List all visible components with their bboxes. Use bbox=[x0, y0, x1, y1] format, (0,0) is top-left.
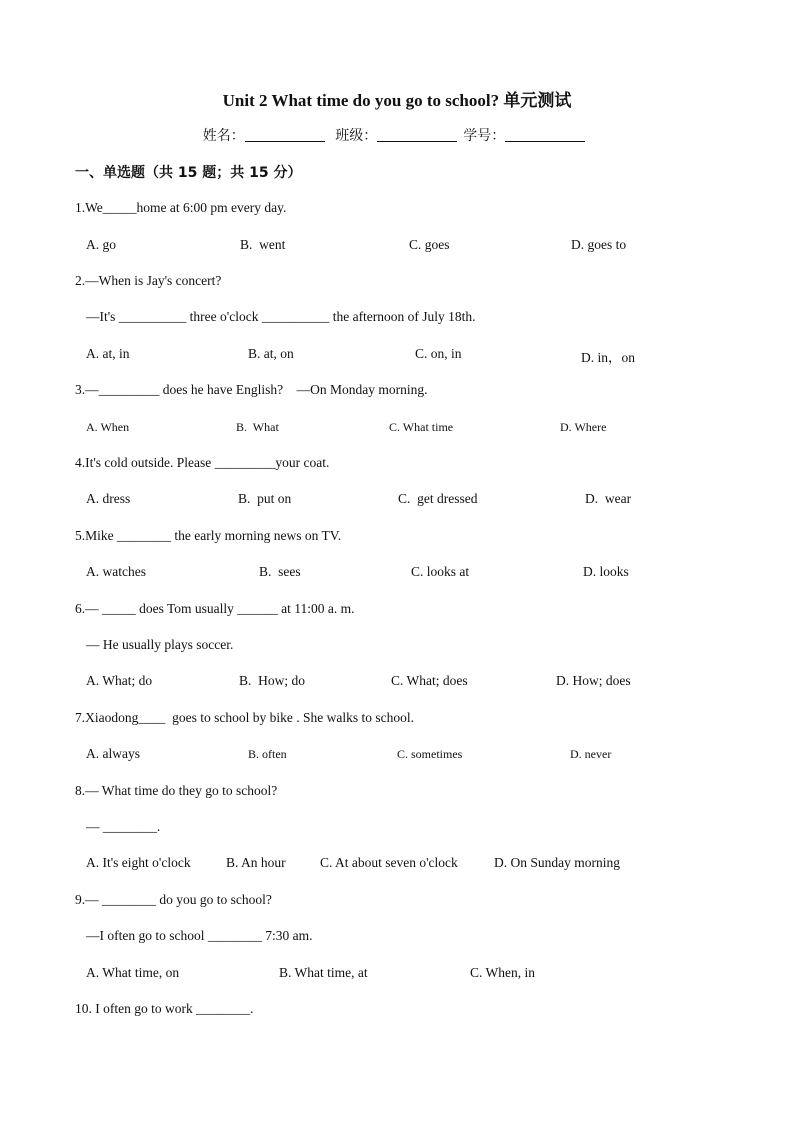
question-3-option-d[interactable]: D. Where bbox=[560, 420, 607, 434]
question-8-option-d[interactable]: D. On Sunday morning bbox=[494, 855, 620, 870]
question-7-option-a[interactable]: A. always bbox=[86, 746, 140, 761]
section-heading: 一、单选题（共 15 题；共 15 分） bbox=[75, 165, 302, 181]
student-info-row bbox=[0, 125, 794, 145]
question-9-option-a[interactable]: A. What time, on bbox=[86, 965, 180, 980]
question-10-stem: 10. I often go to work ________. bbox=[75, 1001, 254, 1016]
class-label: 班级： bbox=[335, 128, 378, 144]
question-6-option-b[interactable]: B. How; do bbox=[239, 673, 306, 688]
page-title: Unit 2 What time do you go to school? 单元测试 bbox=[222, 91, 572, 110]
question-6-stem: 6.— _____ does Tom usually ______ at 11:00 a. m. bbox=[75, 601, 355, 616]
question-8-option-a[interactable]: A. It's eight o'clock bbox=[86, 855, 191, 870]
question-6-option-a[interactable]: A. What; do bbox=[86, 673, 153, 688]
question-2-stem: 2.—When is Jay's concert? bbox=[75, 273, 222, 288]
id-label: 学号： bbox=[463, 128, 506, 144]
question-6-line2: — He usually plays soccer. bbox=[86, 637, 234, 652]
question-5-option-d[interactable]: D. looks bbox=[583, 564, 629, 579]
question-9-line2: —I often go to school ________ 7:30 am. bbox=[86, 928, 313, 943]
question-4-option-b[interactable]: B. put on bbox=[238, 491, 292, 506]
question-1-stem: 1.We_____home at 6:00 pm every day. bbox=[75, 200, 287, 215]
question-7-option-b[interactable]: B. often bbox=[248, 747, 287, 761]
question-7-stem: 7.Xiaodong____ goes to school by bike . She walks to school. bbox=[75, 710, 414, 725]
question-9-stem: 9.— ________ do you go to school? bbox=[75, 892, 272, 907]
class-blank[interactable] bbox=[377, 127, 457, 142]
question-7-option-d[interactable]: D. never bbox=[570, 747, 612, 761]
question-9-option-c[interactable]: C. When, in bbox=[470, 965, 535, 980]
question-1-option-d[interactable]: D. goes to bbox=[571, 237, 627, 252]
question-6-option-d[interactable]: D. How; does bbox=[556, 673, 631, 688]
question-5-option-b[interactable]: B. sees bbox=[259, 564, 301, 579]
question-3-option-c[interactable]: C. What time bbox=[389, 420, 454, 434]
question-6-option-c[interactable]: C. What; does bbox=[391, 673, 468, 688]
question-2-line2: —It's __________ three o'clock __________ the afternoon of July 18th. bbox=[86, 309, 476, 324]
question-2-option-c[interactable]: C. on, in bbox=[415, 346, 462, 361]
question-5-option-a[interactable]: A. watches bbox=[86, 564, 146, 579]
question-7-option-c[interactable]: C. sometimes bbox=[397, 747, 463, 761]
question-8-option-c[interactable]: C. At about seven o'clock bbox=[320, 855, 458, 870]
question-8-option-b[interactable]: B. An hour bbox=[226, 855, 286, 870]
question-4-option-a[interactable]: A. dress bbox=[86, 491, 131, 506]
question-3-stem: 3.—_________ does he have English? —On Monday morning. bbox=[75, 382, 428, 397]
question-2-option-b[interactable]: B. at, on bbox=[248, 346, 294, 361]
name-blank[interactable] bbox=[245, 127, 325, 142]
question-4-option-d[interactable]: D. wear bbox=[585, 491, 632, 506]
question-5-option-c[interactable]: C. looks at bbox=[411, 564, 470, 579]
question-8-stem: 8.— What time do they go to school? bbox=[75, 783, 278, 798]
question-1-option-c[interactable]: C. goes bbox=[409, 237, 450, 252]
question-3-option-b[interactable]: B. What bbox=[236, 420, 279, 434]
name-label: 姓名： bbox=[202, 128, 245, 144]
question-9-option-b[interactable]: B. What time, at bbox=[279, 965, 368, 980]
question-1-option-a[interactable]: A. go bbox=[86, 237, 116, 252]
question-2-option-d[interactable]: D. in，on bbox=[581, 350, 635, 365]
question-4-stem: 4.It's cold outside. Please _________your coat. bbox=[75, 455, 330, 470]
question-2-option-a[interactable]: A. at, in bbox=[86, 346, 130, 361]
id-blank[interactable] bbox=[505, 127, 585, 142]
question-3-option-a[interactable]: A. When bbox=[86, 420, 130, 434]
question-1-option-b[interactable]: B. went bbox=[240, 237, 286, 252]
question-8-line2: — ________. bbox=[86, 819, 161, 834]
question-4-option-c[interactable]: C. get dressed bbox=[398, 491, 478, 506]
question-5-stem: 5.Mike ________ the early morning news on TV. bbox=[75, 528, 342, 543]
